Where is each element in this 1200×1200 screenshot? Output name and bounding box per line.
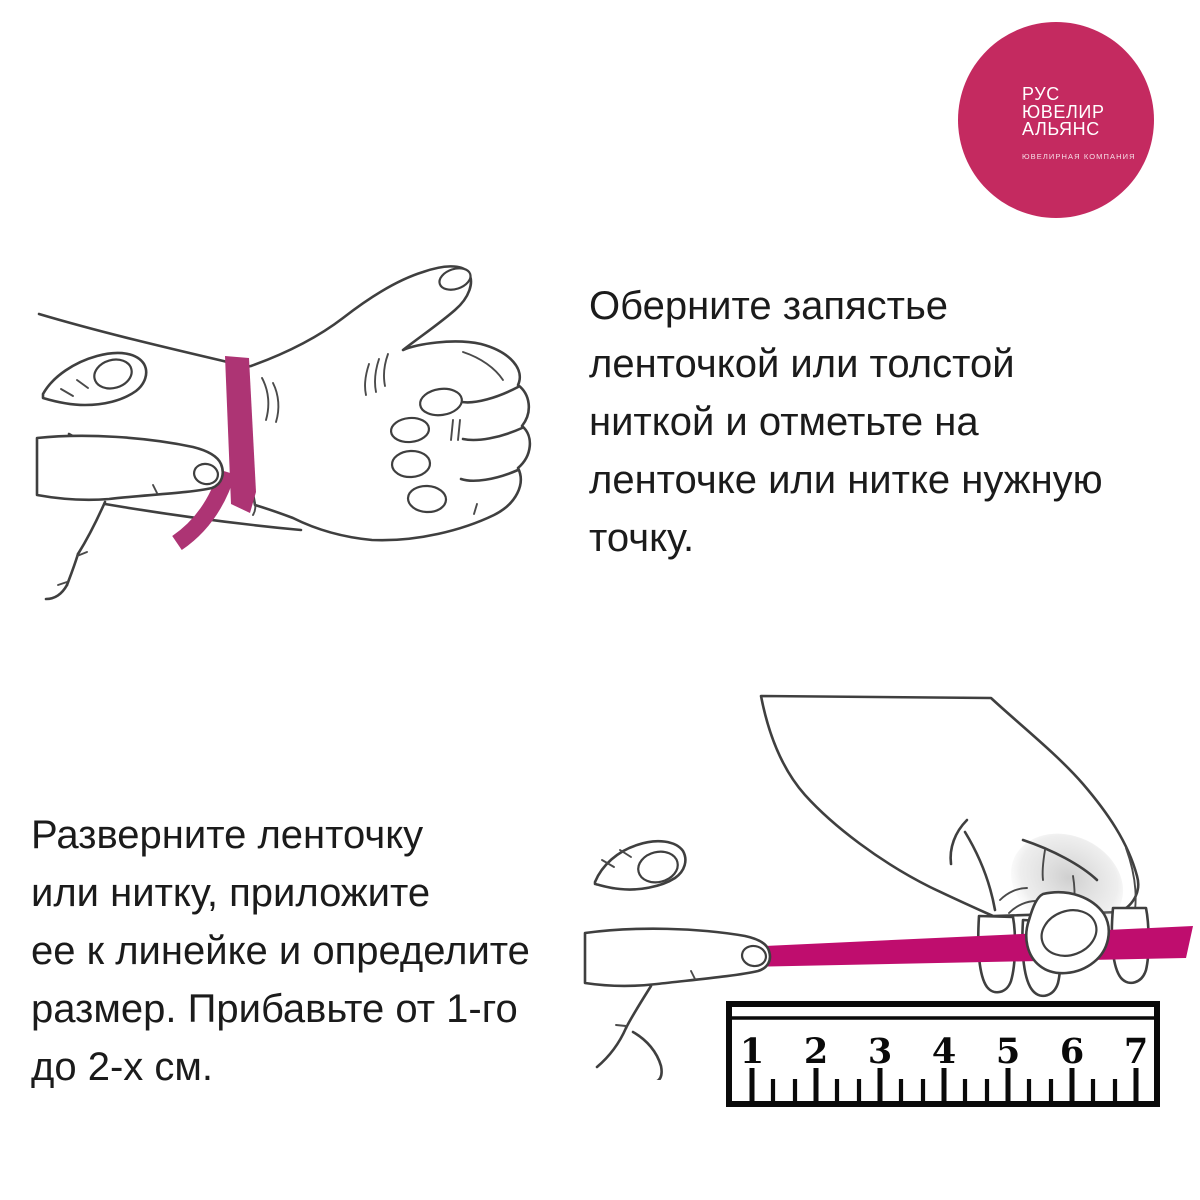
text-line: размер. Прибавьте от 1-го xyxy=(31,987,518,1031)
ruler-number: 2 xyxy=(803,1031,829,1072)
ring-finger-nail xyxy=(391,450,430,478)
logo-subtitle: ЮВЕЛИРНАЯ КОМПАНИЯ xyxy=(1022,151,1136,161)
text-line: ниткой и отметьте на xyxy=(589,400,979,444)
pointing-hand xyxy=(37,353,223,599)
ruler xyxy=(726,1001,1160,1107)
fist-hand xyxy=(231,265,530,541)
ruler-number: 4 xyxy=(931,1031,957,1072)
text-line: точку. xyxy=(589,516,695,560)
logo-text xyxy=(1022,86,1136,161)
ruler-number: 5 xyxy=(995,1031,1021,1072)
right-thumb xyxy=(1026,892,1108,973)
text-line: ее к линейке и определите xyxy=(31,929,530,973)
text-line: или нитку, приложите xyxy=(31,871,431,915)
logo-title-line: РУС xyxy=(1022,84,1060,104)
logo-title-line: ЮВЕЛИР xyxy=(1022,101,1105,122)
company-logo xyxy=(958,22,1154,218)
pinky-nail xyxy=(407,485,446,513)
step-2-instruction xyxy=(31,806,530,1096)
ruler-number: 3 xyxy=(867,1031,893,1072)
text-line: до 2-х см. xyxy=(31,1045,213,1089)
ruler-numbers xyxy=(740,1031,1148,1072)
text-line: Разверните ленточку xyxy=(31,813,424,857)
text-line: ленточкой или толстой xyxy=(589,342,1015,386)
ruler-ticks xyxy=(752,1068,1136,1101)
text-line: Оберните запястье xyxy=(589,284,949,328)
step-1-instruction xyxy=(589,277,1103,567)
ruler-number: 6 xyxy=(1059,1031,1085,1072)
logo-title-line: АЛЬЯНС xyxy=(1022,119,1100,139)
ruler-number: 1 xyxy=(739,1031,765,1072)
ruler-number: 7 xyxy=(1123,1031,1149,1072)
text-line: ленточке или нитке нужную xyxy=(589,458,1103,502)
wrist-wrap-illustration xyxy=(25,252,565,612)
